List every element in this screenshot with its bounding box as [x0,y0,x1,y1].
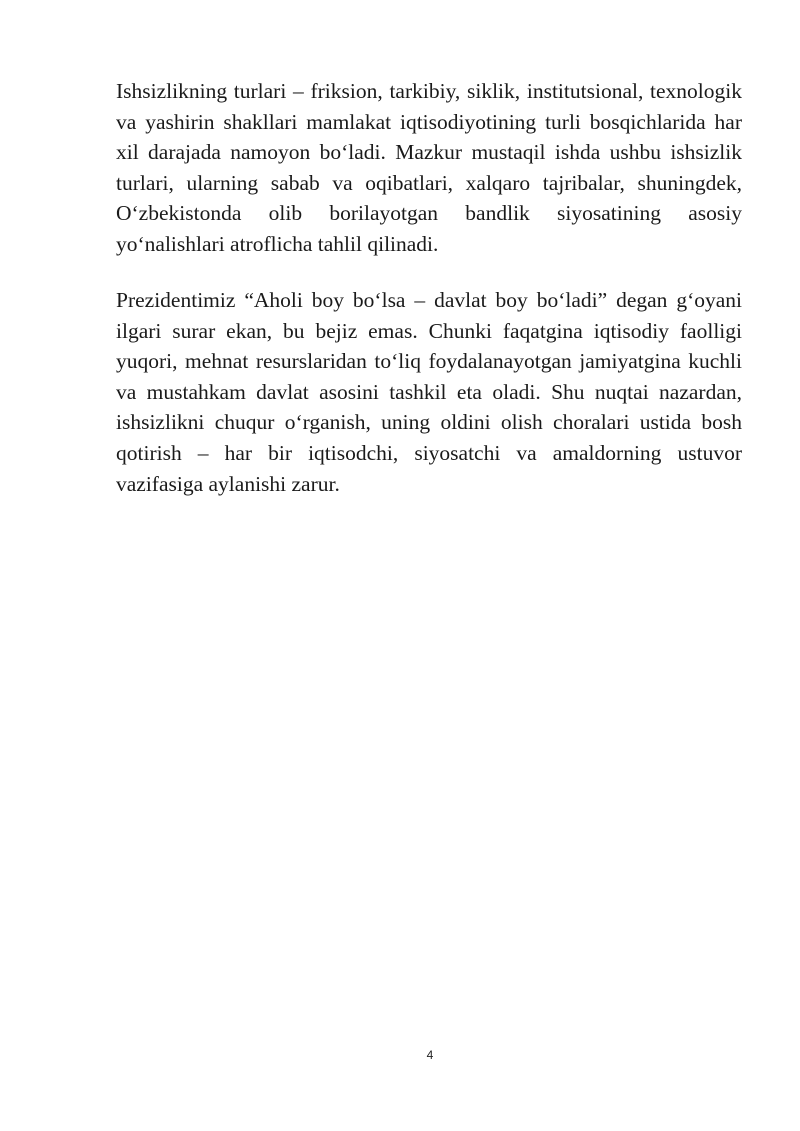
paragraph-president-idea: Prezidentimiz “Aholi boy boʻlsa – davlat boy boʻladi” degan gʻoyani ilgari surar ekan, bu bejiz emas. Chunki faqatgina iqtisodiy faolligi yuqori, mehnat resurslaridan toʻliq foydalanayotgan jamiyatgina kuchli va mustahkam davlat asosini tashkil eta oladi. Shu nuqtai nazardan, ishsizlikni chuqur oʻrganish, uning oldini olish choralari ustida bosh qotirish – har bir iqtisodchi, siyosatchi va amaldorning ustuvor vazifasiga aylanishi zarur. [116,288,742,496]
paragraph-unemployment-types: Ishsizlikning turlari – friksion, tarkibiy, siklik, institutsional, texnologik va yashirin shakllari mamlakat iqtisodiyotining turli bosqichlarida har xil darajada namoyon boʻladi. Mazkur mustaqil ishda ushbu ishsizlik turlari, ularning sabab va oqibatlari, xalqaro tajribalar, shuningdek, Oʻzbekistonda olib borilayotgan bandlik siyosatining asosiy yoʻnalishlari atroflicha tahlil qilinadi. [116,79,742,256]
page-number: 4 [426,1048,434,1062]
